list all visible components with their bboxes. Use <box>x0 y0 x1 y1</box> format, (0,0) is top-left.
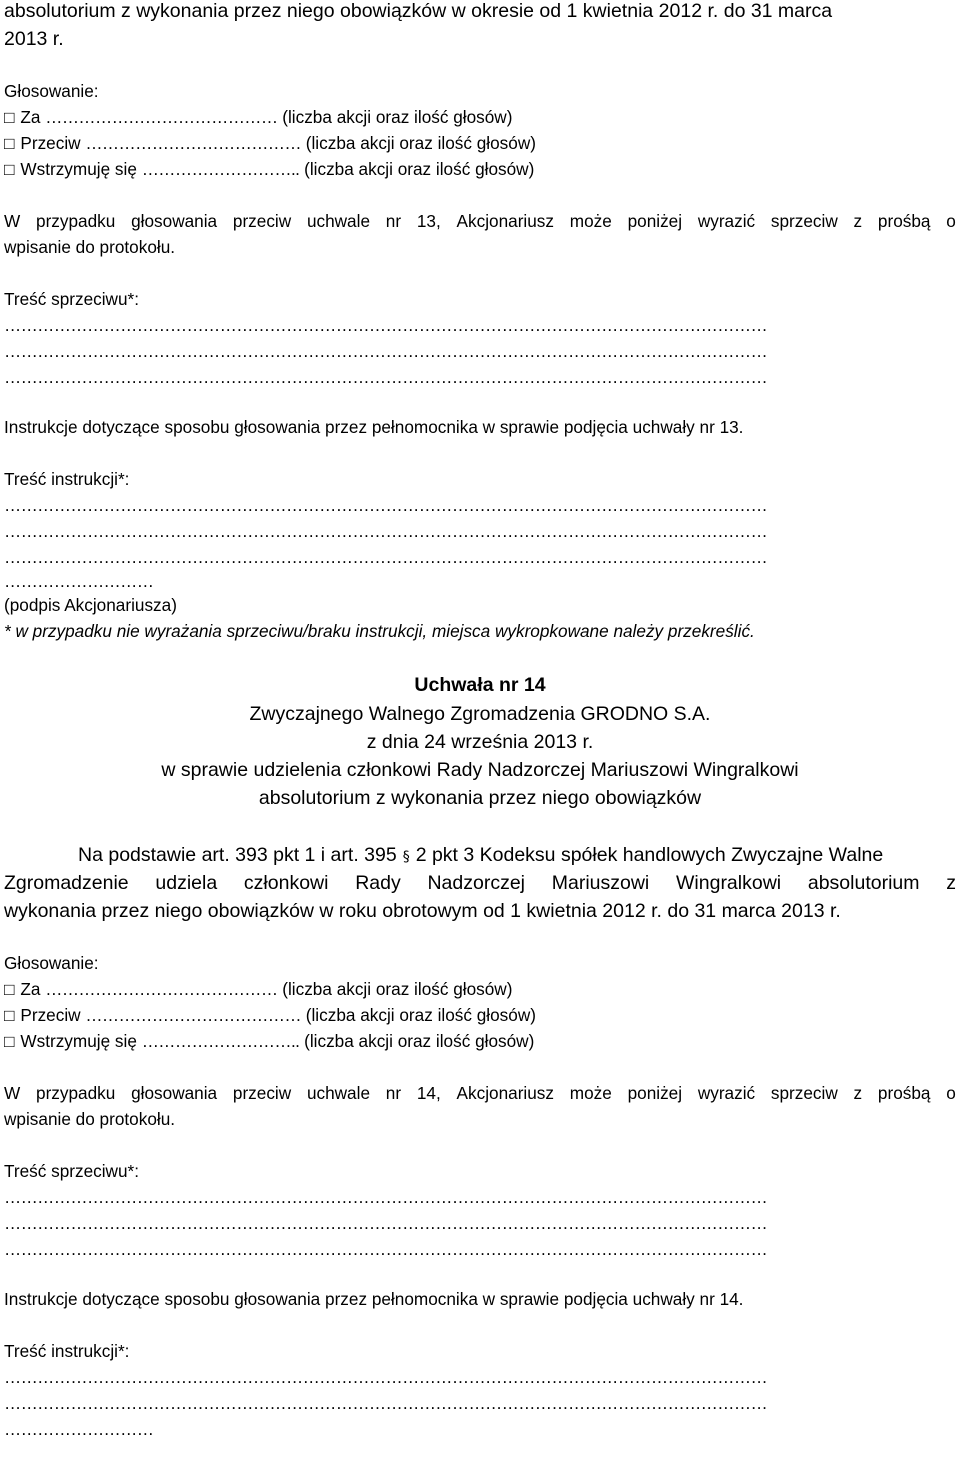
vote-option-label: Za <box>20 979 41 999</box>
word: udziela <box>155 872 218 894</box>
word: głosowania <box>131 1083 218 1103</box>
resolution-body-line <box>4 872 956 894</box>
instructions-fill-line[interactable]: ………………………………………………………………………………………………………………………… <box>4 547 768 567</box>
word: wyrazić <box>697 1083 756 1103</box>
objection-text-line: wpisanie do protokołu. <box>4 237 176 257</box>
objection-label: Treść sprzeciwu*: <box>4 289 139 309</box>
checkbox-icon[interactable]: □ <box>4 159 15 179</box>
objection-fill-line[interactable]: ………………………………………………………………………………………………………………………… <box>4 1213 768 1233</box>
word: poniżej <box>627 1083 683 1103</box>
objection-fill-line[interactable]: ………………………………………………………………………………………………………………………… <box>4 341 768 361</box>
vote-option-suffix: (liczba akcji oraz ilość głosów) <box>282 107 513 127</box>
vote-option-suffix: (liczba akcji oraz ilość głosów) <box>304 159 535 179</box>
paragraph-line: absolutorium z wykonania przez niego obowiązków w okresie od 1 kwietnia 2012 r. do 31 marca <box>4 0 833 22</box>
objection-text-line: wpisanie do protokołu. <box>4 1109 176 1129</box>
body-text: Na podstawie art. 393 pkt 1 i art. 395 <box>78 844 397 866</box>
fill-in-dots[interactable]: ……………………….. <box>141 159 300 179</box>
vote-option-against[interactable] <box>4 1004 536 1026</box>
word: sprzeciw <box>770 211 838 231</box>
vote-option-abstain[interactable] <box>4 1030 534 1052</box>
resolution-subject: absolutorium z wykonania przez niego obowiązków <box>258 787 702 809</box>
word: członkowi <box>243 872 329 894</box>
vote-option-label: Wstrzymuję się <box>20 1031 137 1051</box>
objection-text-line <box>4 1082 956 1104</box>
checkbox-icon[interactable]: □ <box>4 107 15 127</box>
resolution-body-line <box>78 844 883 868</box>
word: wyrazić <box>697 211 756 231</box>
footnote: * w przypadku nie wyrażania sprzeciwu/braku instrukcji, miejsca wykropkowane należy przekreślić. <box>4 621 755 641</box>
vote-option-label: Za <box>20 107 41 127</box>
resolution-title: Uchwała nr 14 <box>414 674 546 696</box>
word: 13, <box>416 211 441 231</box>
signature-label: (podpis Akcjonariusza) <box>4 595 177 615</box>
vote-option-label: Przeciw <box>20 133 81 153</box>
word: przeciw <box>232 1083 292 1103</box>
word: z <box>853 211 863 231</box>
objection-fill-line[interactable]: ………………………………………………………………………………………………………………………… <box>4 315 768 335</box>
vote-option-for[interactable] <box>4 978 512 1000</box>
objection-text-line <box>4 210 956 232</box>
word: może <box>569 1083 612 1103</box>
word: sprzeciw <box>770 1083 838 1103</box>
word: z <box>946 872 956 894</box>
word: przeciw <box>232 211 292 231</box>
resolution-subtitle: Zwyczajnego Walnego Zgromadzenia GRODNO S.A. <box>249 703 711 725</box>
instructions-fill-line[interactable]: ………………………………………………………………………………………………………………………… <box>4 521 768 541</box>
instructions-fill-line[interactable]: ………………………………………………………………………………………………………………………… <box>4 1393 768 1413</box>
word: Zgromadzenie <box>4 872 129 894</box>
word: Nadzorczej <box>427 872 526 894</box>
word: poniżej <box>627 211 683 231</box>
word: Rady <box>355 872 401 894</box>
vote-option-label: Przeciw <box>20 1005 81 1025</box>
vote-option-suffix: (liczba akcji oraz ilość głosów) <box>305 133 536 153</box>
word: przypadku <box>36 211 116 231</box>
vote-option-for[interactable] <box>4 106 512 128</box>
word: uchwale <box>306 211 370 231</box>
instructions-fill-line[interactable]: ………………………………………………………………………………………………………………………… <box>4 495 768 515</box>
word: przypadku <box>36 1083 116 1103</box>
instructions-label: Treść instrukcji*: <box>4 469 130 489</box>
voting-heading: Głosowanie: <box>4 953 99 973</box>
vote-option-suffix: (liczba akcji oraz ilość głosów) <box>305 1005 536 1025</box>
word: Wingralkowi <box>676 872 782 894</box>
word: absolutorium <box>807 872 920 894</box>
vote-option-suffix: (liczba akcji oraz ilość głosów) <box>282 979 513 999</box>
section-sign-icon: § <box>402 849 410 865</box>
vote-option-against[interactable] <box>4 132 536 154</box>
word: może <box>569 211 612 231</box>
word: o <box>946 1083 956 1103</box>
word: prośbą <box>877 211 931 231</box>
word: o <box>946 211 956 231</box>
signature-fill-line[interactable]: ……………………… <box>4 571 154 591</box>
objection-fill-line[interactable]: ………………………………………………………………………………………………………………………… <box>4 1239 768 1259</box>
word: W <box>4 211 21 231</box>
word: uchwale <box>306 1083 370 1103</box>
objection-fill-line[interactable]: ………………………………………………………………………………………………………………………… <box>4 367 768 387</box>
resolution-date: z dnia 24 września 2013 r. <box>366 731 594 753</box>
instructions-fill-line[interactable]: ……………………… <box>4 1419 154 1439</box>
checkbox-icon[interactable]: □ <box>4 1031 15 1051</box>
word: Akcjonariusz <box>456 1083 554 1103</box>
word: W <box>4 1083 21 1103</box>
fill-in-dots[interactable]: …………………………………… <box>45 107 278 127</box>
vote-option-suffix: (liczba akcji oraz ilość głosów) <box>304 1031 535 1051</box>
body-text: 2 pkt 3 Kodeksu spółek handlowych Zwyczajne Walne <box>415 844 884 866</box>
fill-in-dots[interactable]: ………………………………… <box>85 1005 301 1025</box>
resolution-subject: w sprawie udzielenia członkowi Rady Nadzorczej Mariuszowi Wingralkowi <box>161 759 799 781</box>
vote-option-abstain[interactable] <box>4 158 534 180</box>
fill-in-dots[interactable]: …………………………………… <box>45 979 278 999</box>
instructions-text: Instrukcje dotyczące sposobu głosowania przez pełnomocnika w sprawie podjęcia uchwały nr 14. <box>4 1289 744 1309</box>
vote-option-label: Wstrzymuję się <box>20 159 137 179</box>
paragraph-line: 2013 r. <box>4 28 64 50</box>
objection-fill-line[interactable]: ………………………………………………………………………………………………………………………… <box>4 1187 768 1207</box>
instructions-label: Treść instrukcji*: <box>4 1341 130 1361</box>
word: głosowania <box>131 211 218 231</box>
instructions-text: Instrukcje dotyczące sposobu głosowania przez pełnomocnika w sprawie podjęcia uchwały nr 13. <box>4 417 744 437</box>
word: z <box>853 1083 863 1103</box>
fill-in-dots[interactable]: ………………………………… <box>85 133 301 153</box>
objection-label: Treść sprzeciwu*: <box>4 1161 139 1181</box>
checkbox-icon[interactable]: □ <box>4 979 15 999</box>
word: 14, <box>416 1083 441 1103</box>
checkbox-icon[interactable]: □ <box>4 133 15 153</box>
word: nr <box>385 211 402 231</box>
voting-heading: Głosowanie: <box>4 81 99 101</box>
word: nr <box>385 1083 402 1103</box>
resolution-body-line: wykonania przez niego obowiązków w roku obrotowym od 1 kwietnia 2012 r. do 31 marca 2013 r. <box>4 900 841 922</box>
word: prośbą <box>877 1083 931 1103</box>
instructions-fill-line[interactable]: ………………………………………………………………………………………………………………………… <box>4 1367 768 1387</box>
fill-in-dots[interactable]: ……………………….. <box>141 1031 300 1051</box>
word: Mariuszowi <box>551 872 650 894</box>
word: Akcjonariusz <box>456 211 554 231</box>
checkbox-icon[interactable]: □ <box>4 1005 15 1025</box>
